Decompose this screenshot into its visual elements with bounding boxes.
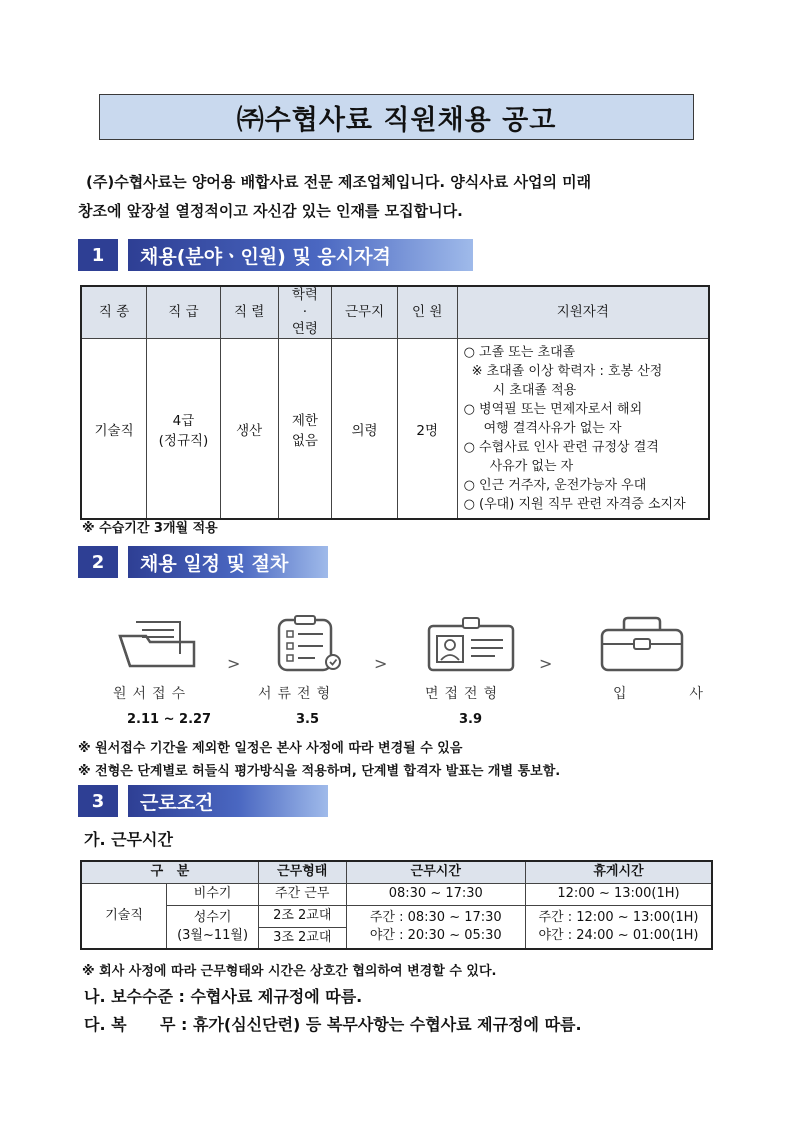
cell-off-type: 주간 근무 — [258, 883, 346, 905]
cell-peak-break — [525, 905, 712, 949]
step-date-2: 3.5 — [296, 712, 320, 727]
work-hours-table — [80, 860, 713, 950]
qual-5: ○ (우대) 지원 직무 관련 자격증 소지자 — [463, 497, 686, 512]
cell-peak-type-1: 2조 2교대 — [258, 905, 346, 927]
header-location: 근무지 — [332, 286, 398, 339]
cell-location: 의령 — [332, 339, 398, 520]
qual-1-note-a: ※ 초대졸 이상 학력자 : 호봉 산정 — [471, 364, 663, 379]
table-header-row — [81, 286, 709, 339]
folder-icon — [112, 614, 212, 674]
header-edu-line2: · — [302, 304, 308, 320]
cell-job: 기술직 — [81, 883, 167, 949]
section-1-number: 1 — [78, 239, 118, 271]
table-row — [81, 339, 709, 520]
step-label-3: 면접전형 — [425, 686, 504, 702]
qual-2-b: 여행 결격사유가 없는 자 — [483, 421, 622, 436]
section-2-title: 채용 일정 및 절차 — [128, 546, 328, 578]
header-count: 인 원 — [397, 286, 457, 339]
schedule-note-1: ※ 원서접수 기간을 제외한 일정은 본사 사정에 따라 변경될 수 있음 — [78, 741, 463, 756]
clipboard-icon — [265, 614, 365, 674]
cell-count: 2명 — [397, 339, 457, 520]
page-title: ㈜수협사료 직원채용 공고 — [99, 94, 694, 140]
qual-3-a: ○ 수협사료 인사 관련 규정상 결격 — [463, 440, 659, 455]
cell-education-age — [278, 339, 332, 520]
cell-off-season: 비수기 — [167, 883, 259, 905]
section-3-number: 3 — [78, 785, 118, 817]
work-conditions-note: ※ 회사 사정에 따라 근무형태와 시간은 상호간 협의하여 변경할 수 있다. — [82, 964, 497, 979]
qual-4: ○ 인근 거주자, 운전가능자 우대 — [463, 478, 647, 493]
step-date-3: 3.9 — [459, 712, 483, 727]
intro-line-1: (주)수협사료는 양어용 배합사료 전문 제조업체입니다. 양식사료 사업의 미래 — [86, 173, 592, 191]
arrow-1: > — [227, 654, 241, 673]
intro-text — [78, 168, 718, 226]
qual-1: ○ 고졸 또는 초대졸 — [463, 345, 576, 360]
salary-line: 나. 보수수준 : 수협사료 제규정에 따름. — [84, 987, 363, 1006]
step-label-4 — [613, 683, 721, 703]
header-edu-line3: 연령 — [291, 321, 318, 337]
qual-3-b: 사유가 없는 자 — [489, 459, 574, 474]
header-work-type: 근무형태 — [258, 861, 346, 883]
header-grade: 직 급 — [147, 286, 221, 339]
header-edu-line1: 학력 — [291, 287, 318, 303]
qual-1-note-b: 시 초대졸 적용 — [492, 383, 577, 398]
cell-peak-break-night: 야간 : 24:00 ~ 01:00(1H) — [538, 927, 699, 943]
id-card-icon — [423, 614, 523, 674]
arrow-3: > — [539, 654, 553, 673]
cell-peak-months: (3월~11월) — [177, 927, 249, 943]
table-row — [81, 883, 712, 905]
briefcase-icon — [594, 614, 694, 674]
recruitment-table — [80, 285, 710, 520]
section-3-title: 근로조건 — [128, 785, 328, 817]
cell-peak-hours-night: 야간 : 20:30 ~ 05:30 — [369, 927, 502, 943]
probation-note: ※ 수습기간 3개월 적용 — [82, 521, 218, 536]
header-break-time: 휴게시간 — [525, 861, 712, 883]
cell-job: 기술직 — [81, 339, 147, 520]
cell-qualifications — [457, 339, 709, 520]
work-hours-subtitle: 가. 근무시간 — [84, 830, 173, 849]
cell-grade-line1: 4급 — [172, 412, 195, 429]
section-2-number: 2 — [78, 546, 118, 578]
cell-peak-season-label: 성수기 — [193, 909, 232, 925]
table-row — [81, 905, 712, 927]
step-label-2: 서류전형 — [258, 686, 337, 702]
cell-peak-break-day: 주간 : 12:00 ~ 13:00(1H) — [538, 909, 699, 925]
header-qualifications: 지원자격 — [457, 286, 709, 339]
arrow-2: > — [374, 654, 388, 673]
cell-peak-hours — [346, 905, 525, 949]
table-header-row — [81, 861, 712, 883]
header-field: 직 렬 — [220, 286, 278, 339]
service-line: 다. 복 무 : 휴가(심신단련) 등 복무사항는 수협사료 제규정에 따름. — [84, 1015, 582, 1034]
header-category: 구 분 — [81, 861, 258, 883]
header-education-age — [278, 286, 332, 339]
cell-grade-line2: (정규직) — [158, 432, 209, 449]
section-1-title: 채용(분야ㆍ인원) 및 응시자격 — [128, 239, 473, 271]
cell-peak-type-2: 3조 2교대 — [258, 927, 346, 949]
cell-peak-hours-day: 주간 : 08:30 ~ 17:30 — [369, 909, 502, 925]
cell-grade — [147, 339, 221, 520]
cell-off-hours: 08:30 ~ 17:30 — [346, 883, 525, 905]
step-label-4-text: 입 사 — [613, 686, 721, 702]
cell-edu-line2: 없음 — [291, 432, 318, 449]
step-date-1: 2.11 ~ 2.27 — [127, 712, 212, 727]
qual-2-a: ○ 병역필 또는 면제자로서 해외 — [463, 402, 643, 417]
cell-edu-line1: 제한 — [291, 412, 318, 429]
step-label-1: 원서접수 — [113, 686, 192, 702]
schedule-note-2: ※ 전형은 단계별로 허들식 평가방식을 적용하며, 단계별 합격자 발표는 개별 통보함. — [78, 764, 561, 779]
cell-peak-season — [167, 905, 259, 949]
intro-line-2: 창조에 앞장설 열정적이고 자신감 있는 인재를 모집합니다. — [78, 202, 463, 220]
header-job: 직 종 — [81, 286, 147, 339]
header-work-hours: 근무시간 — [346, 861, 525, 883]
cell-off-break: 12:00 ~ 13:00(1H) — [525, 883, 712, 905]
cell-field: 생산 — [220, 339, 278, 520]
